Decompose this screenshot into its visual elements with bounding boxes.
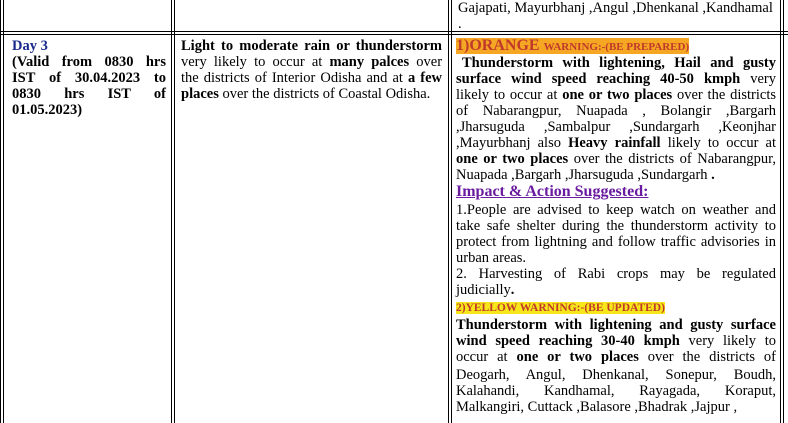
- orange-warning-line: Nuapada ,Bargarh ,Jharsuguda ,Sundargarh .: [456, 167, 715, 183]
- column-divider: [448, 0, 449, 423]
- orange-warning-line: ,Jharsuguda ,Sambalpur ,Sundargarh ,Keonjhar: [456, 119, 776, 135]
- yellow-warning-line: wind speed reaching 30-40 kmph very likely to: [456, 333, 776, 349]
- orange-warning-line: surface wind speed reaching 40-50 kmph very: [456, 71, 776, 87]
- yellow-warning-line: Malkangiri, Cuttack ,Balasore ,Bhadrak ,Jajpur ,: [456, 399, 738, 415]
- forecast-line: the districts of Interior Odisha and at a few: [181, 70, 442, 86]
- yellow-warning-title: 2)YELLOW WARNING:-(BE UPDATED): [456, 302, 665, 314]
- forecast-line: places over the districts of Coastal Odisha.: [181, 86, 431, 102]
- row-divider: [0, 31, 788, 32]
- prev-districts-dot: .: [458, 16, 462, 32]
- impact-line: urban areas.: [456, 250, 527, 266]
- column-divider: [171, 0, 172, 423]
- orange-warning-line: likely to occur at one or two places over the districts: [456, 87, 776, 103]
- forecast-line: Light to moderate rain or thunderstorm: [181, 38, 442, 54]
- prev-districts-line: Gajapati, Mayurbhanj ,Angul ,Dhenkanal ,Kandhamal: [458, 0, 773, 16]
- validity-line: IST of 30.04.2023 to: [12, 70, 166, 86]
- column-divider: [451, 0, 452, 423]
- yellow-warning-line: Kalahandi, Kandhamal, Rayagada, Koraput,: [456, 383, 776, 399]
- forecast-line: very likely to occur at many palces over: [181, 54, 443, 70]
- yellow-warning-line: Thunderstorm with lightening and gusty surface: [456, 317, 776, 333]
- column-divider: [0, 0, 1, 423]
- impact-line: take safe shelter during the thunderstorm activity to: [456, 218, 776, 234]
- impact-line: 1.People are advised to keep watch on weather and: [456, 202, 776, 218]
- column-divider: [780, 0, 781, 423]
- orange-warning-line: ,Mayurbhanj also Heavy rainfall likely to occur at: [456, 135, 776, 151]
- orange-warning-line: one or two places over the districts of Nabarangpur,: [456, 151, 777, 167]
- validity-line: 01.05.2023): [12, 102, 83, 118]
- column-divider: [3, 0, 4, 423]
- impact-line: 2. Harvesting of Rabi crops may be regulated: [456, 266, 776, 282]
- column-divider: [783, 0, 784, 423]
- day-title: Day 3: [12, 38, 48, 54]
- row-divider: [0, 34, 788, 35]
- orange-warning-line: Thunderstorm with lightening, Hail and gusty: [462, 55, 776, 71]
- impact-title: Impact & Action Suggested:: [456, 183, 649, 200]
- orange-warning-title: 1)ORANGE WARNING:-(BE PREPARED): [456, 37, 690, 54]
- impact-line: protect from lightning and follow traffic advisories in: [456, 234, 776, 250]
- impact-line: judicially.: [456, 282, 515, 298]
- yellow-warning-line: Deogarh, Angul, Dhenkanal, Sonepur, Boudh,: [456, 367, 776, 383]
- orange-warning-line: of Nabarangpur, Nuapada , Bolangir ,Bargarh: [456, 103, 776, 119]
- column-divider: [174, 0, 175, 423]
- validity-line: 0830 hrs IST of: [12, 86, 166, 102]
- validity-line: (Valid from 0830 hrs: [12, 54, 166, 70]
- yellow-warning-line: occur at one or two places over the districts of: [456, 349, 776, 365]
